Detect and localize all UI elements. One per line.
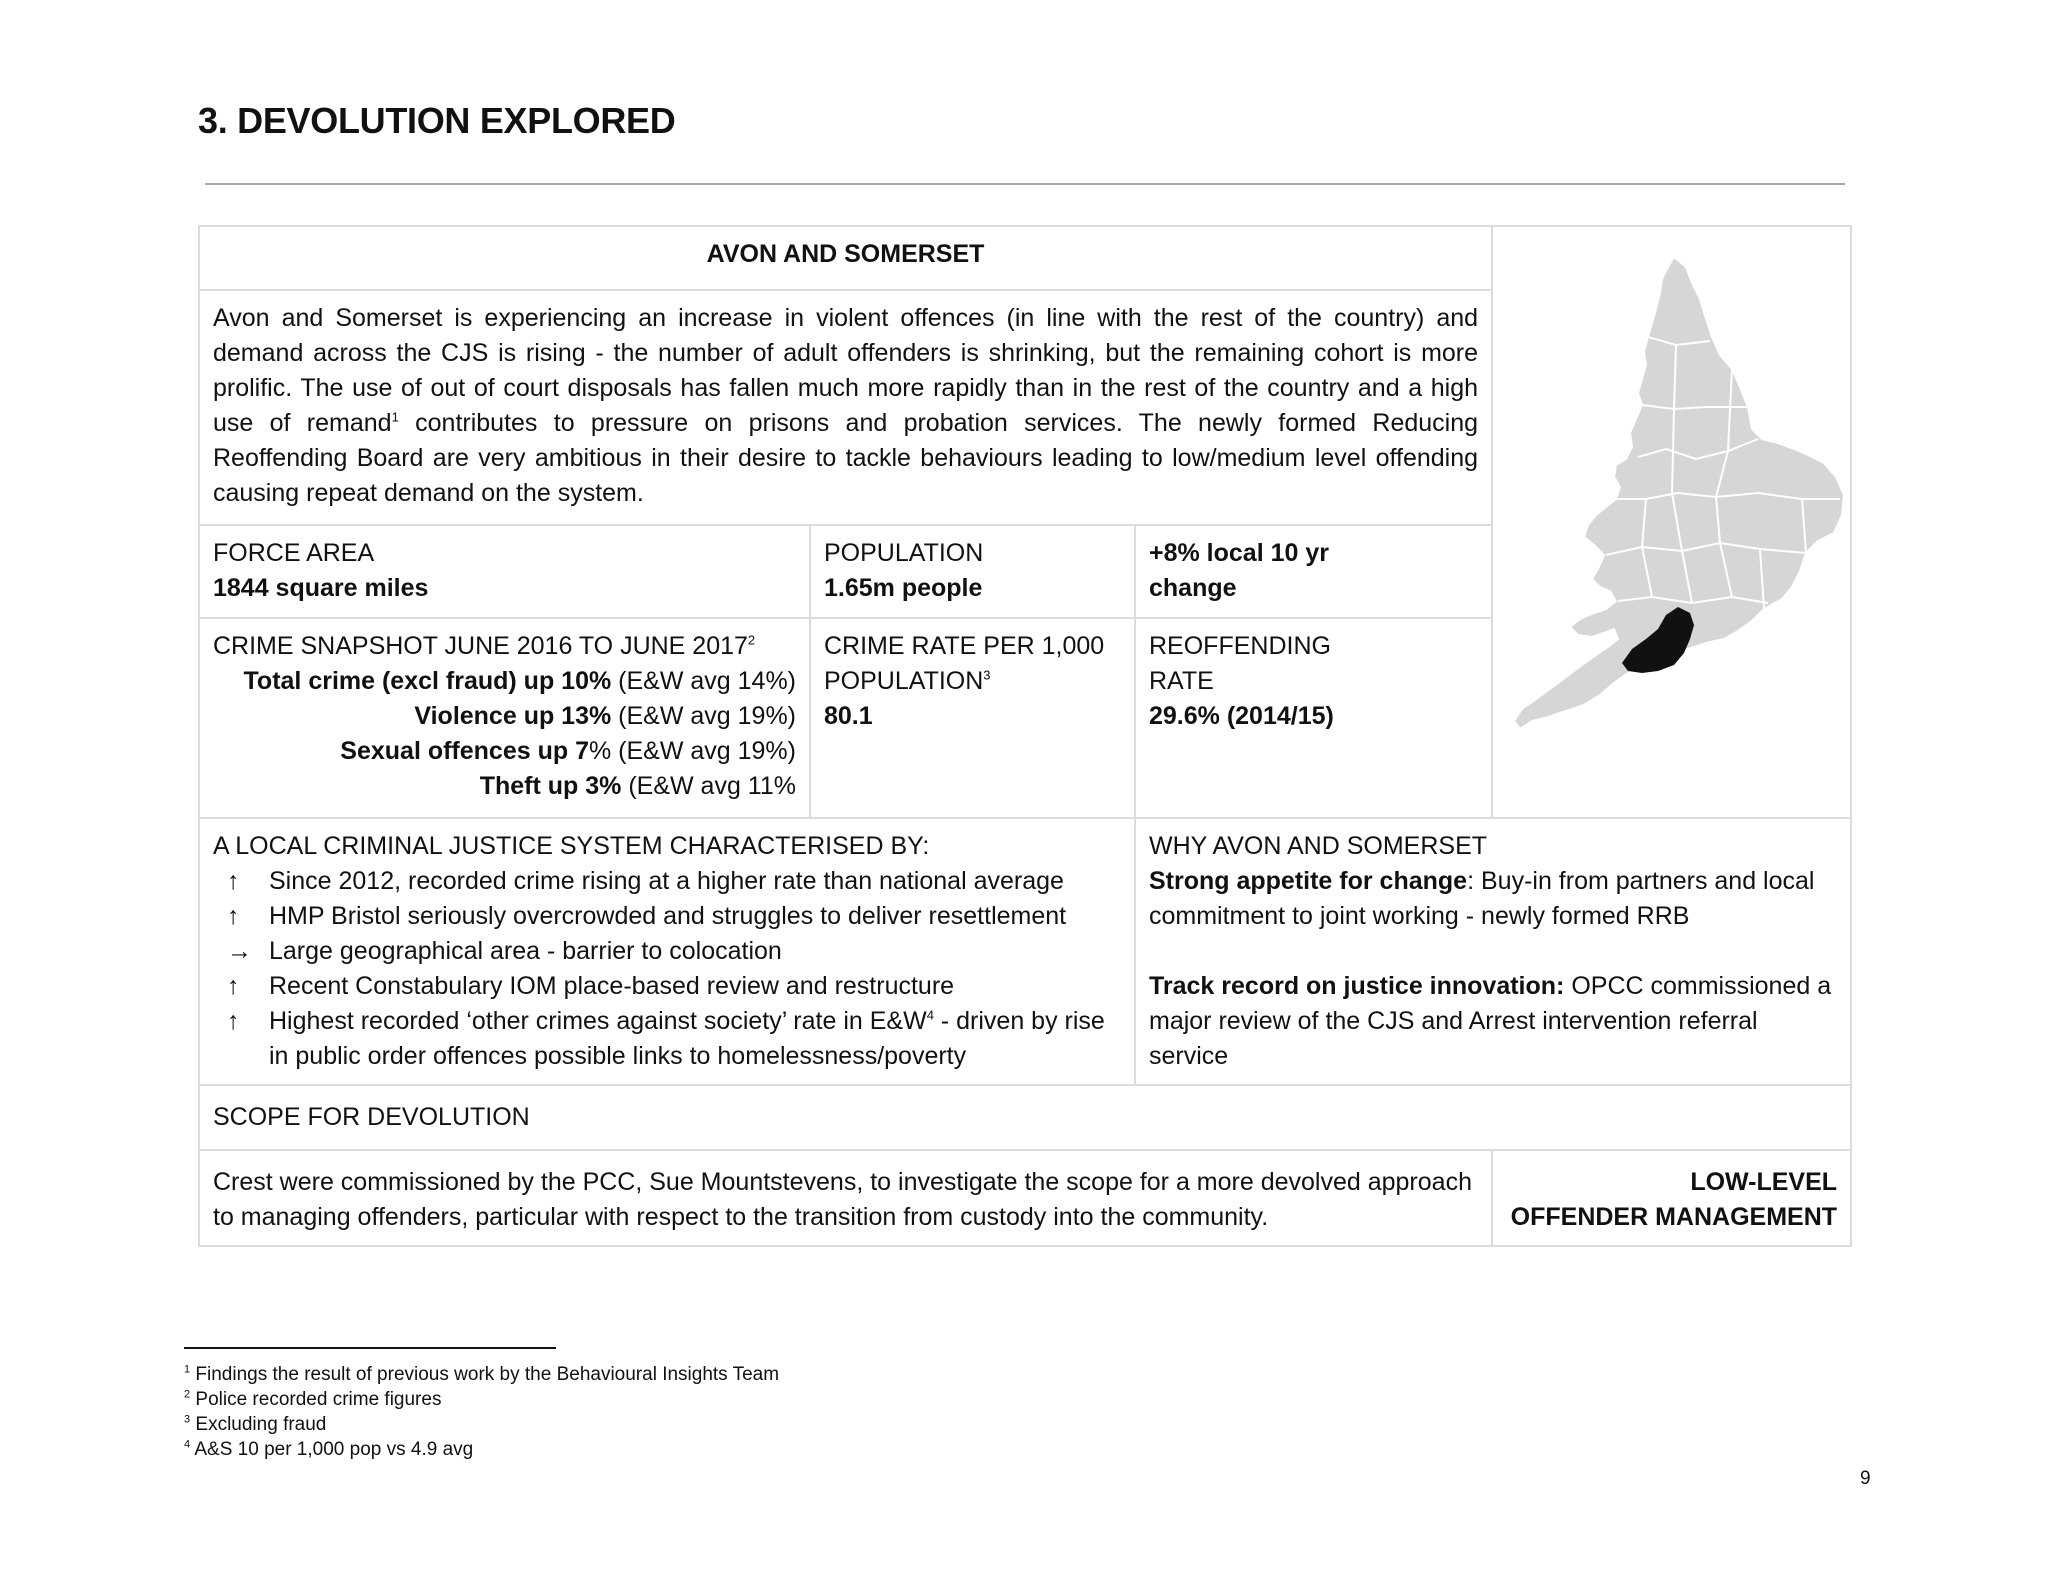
scope-verdict: LOW-LEVEL OFFENDER MANAGEMENT bbox=[1492, 1150, 1851, 1246]
reoffending-value: 29.6% (2014/15) bbox=[1149, 702, 1334, 731]
region-profile-table bbox=[198, 225, 1852, 1247]
why-region-cell bbox=[1135, 818, 1851, 1085]
crime-line-theft: Theft up 3% (E&W avg 11% bbox=[479, 772, 796, 801]
region-intro bbox=[199, 290, 1492, 525]
page-number: 9 bbox=[1860, 1468, 1871, 1489]
footnote-ref-1: 1 bbox=[391, 409, 399, 425]
characteristic-item: ↑ Since 2012, recorded crime rising at a higher rate than national average bbox=[213, 864, 1121, 899]
crime-line-violence: Violence up 13% (E&W avg 19%) bbox=[414, 702, 796, 731]
footnote: $^3$ Excluding fraud bbox=[184, 1413, 327, 1435]
crime-line-sexual-offences: Sexual offences up 7% (E&W avg 19%) bbox=[340, 737, 796, 766]
why-title: WHY AVON AND SOMERSET bbox=[1149, 832, 1488, 860]
characteristic-item: ↑ HMP Bristol seriously overcrowded and struggles to deliver resettlement bbox=[213, 899, 1121, 934]
footnote-ref-3: 3 bbox=[983, 668, 991, 684]
footnote-ref-2: 2 bbox=[747, 633, 756, 649]
region-title: AVON AND SOMERSET bbox=[199, 226, 1492, 290]
force-area-value: 1844 square miles bbox=[213, 574, 429, 603]
population-cell bbox=[810, 525, 1135, 618]
why-appetite: Strong appetite for change: Buy-in from partners and local commitment to joint working - newly formed RRB bbox=[1149, 867, 1815, 930]
up-arrow-icon: ↑ bbox=[227, 972, 240, 1000]
characteristics-cell bbox=[199, 818, 1135, 1085]
crime-rate-label: CRIME RATE PER 1,000 POPULATION$^3$ bbox=[824, 632, 1105, 696]
footnote: $^1$ Findings the result of previous work by the Behavioural Insights Team bbox=[184, 1363, 780, 1385]
characteristic-item: ↑ Highest recorded ‘other crimes against society’ rate in $E\&W^4$ - driven by rise in public order offences possible links to homelessness/poverty bbox=[213, 1004, 1121, 1074]
scope-text: Crest were commissioned by the PCC, Sue Mountstevens, to investigate the scope for a more devolved approach to managing offenders, particular with respect to the transition from custody into the community. bbox=[199, 1150, 1492, 1246]
crime-snapshot-label: CRIME SNAPSHOT JUNE 2016 TO JUNE 2017$^2$ bbox=[213, 632, 756, 661]
crime-rate-cell bbox=[810, 618, 1135, 818]
footnote: $^2$ Police recorded crime figures bbox=[184, 1388, 442, 1410]
intro-text-part-2: contributes to pressure on prisons and probation services. The newly formed Reducing Reoffending Board are very ambitious in their desire to tackle behaviours leading to low/medium level offending causing repeat demand on the system. bbox=[213, 409, 1479, 507]
england-wales-map bbox=[1506, 237, 1851, 797]
characteristic-item: → Large geographical area - barrier to colocation bbox=[213, 934, 1121, 969]
intro-text-part-1: Avon and Somerset is experiencing an increase in violent offences (in line with the rest of the country) and demand across the CJS is rising - the number of adult offenders is shrinking, but the remaining cohort is more prolific. The use of out of court disposals has fallen much more rapidly than in the rest of the country and a high use of remand bbox=[213, 304, 1479, 437]
population-change bbox=[1135, 525, 1492, 618]
map-cell bbox=[1492, 226, 1851, 818]
up-arrow-icon: ↑ bbox=[227, 902, 240, 930]
up-arrow-icon: ↑ bbox=[227, 1007, 240, 1035]
footnote-divider bbox=[184, 1347, 556, 1349]
footnote-ref-4: 4 bbox=[926, 1007, 934, 1023]
characteristic-item: ↑ Recent Constabulary IOM place-based review and restructure bbox=[213, 969, 1121, 1004]
population-label: POPULATION bbox=[824, 539, 984, 568]
right-arrow-icon: → bbox=[227, 937, 252, 965]
page-heading: 3. DEVOLUTION EXPLORED bbox=[198, 100, 676, 141]
footnotes bbox=[184, 1362, 779, 1462]
force-area-cell bbox=[199, 525, 810, 618]
characteristics-title: A LOCAL CRIMINAL JUSTICE SYSTEM CHARACTERISED BY: bbox=[213, 832, 930, 860]
crime-rate-value: 80.1 bbox=[824, 702, 873, 731]
heading-divider bbox=[205, 183, 1845, 185]
crime-snapshot-cell bbox=[199, 618, 810, 818]
population-change-value: +8% local 10 yr change bbox=[1149, 539, 1329, 603]
reoffending-label: REOFFENDING RATE bbox=[1149, 632, 1331, 696]
force-area-label: FORCE AREA bbox=[213, 539, 375, 568]
population-value: 1.65m people bbox=[824, 574, 983, 603]
reoffending-cell bbox=[1135, 618, 1492, 818]
footnote: $^4$ A&S 10 per 1,000 pop vs 4.9 avg bbox=[184, 1438, 474, 1460]
why-track-record: Track record on justice innovation: OPCC commissioned a major review of the CJS and Arrest intervention referral service bbox=[1149, 972, 1832, 1070]
scope-title: SCOPE FOR DEVOLUTION bbox=[199, 1085, 1851, 1150]
up-arrow-icon: ↑ bbox=[227, 867, 240, 895]
crime-line-total: Total crime (excl fraud) up 10% (E&W avg 14%) bbox=[243, 667, 796, 696]
